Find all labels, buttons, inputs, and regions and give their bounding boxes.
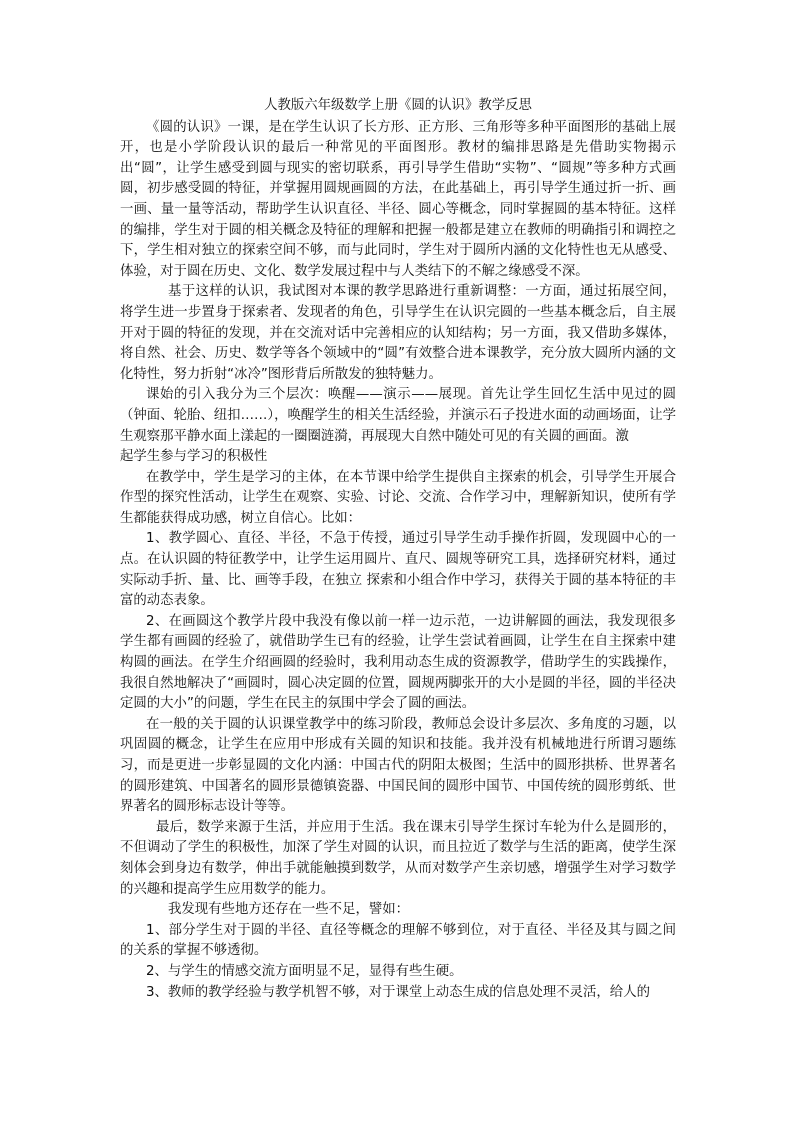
document-page bbox=[120, 96, 676, 1003]
paragraph-intro: 《圆的认识》一课，是在学生认识了长方形、正方形、三角形等多种平面图形的基础上展开，也是小学阶段认识的最后一种常见的平面图形。教材的编排思路是先借助实物揭示出“圆”，让学生感受到圆与现实的密切联系，再引导学生借助“实物”、“圆规”等多种方式画圆，初步感受圆的特征，并掌握用圆规画圆的方法，在此基础上，再引导学生通过折一折、画一画、量一量等活动，帮助学生认识直径、半径、圆心等概念，同时掌握圆的基本特征。这样的编排，学生对于圆的相关概念及特征的理解和把握一般都是建立在教师的明确指引和调控之下，学生相对独立的探索空间不够，而与此同时，学生对于圆所内涵的文化特性也无从感受、体验，对于圆在历史、文化、数学发展过程中与人类结下的不解之缘感受不深。 bbox=[120, 119, 676, 279]
paragraph-shortcoming-2: 2、与学生的情感交流方面明显不足，显得有些生硬。 bbox=[146, 963, 463, 979]
paragraph-lesson-intro-cont: 起学生参与学习的积极性 bbox=[120, 449, 268, 465]
document-title: 人教版六年级数学上册《圆的认识》教学反思 bbox=[264, 98, 532, 113]
paragraph-shortcoming-3: 3、教师的教学经验与教学机智不够，对于课堂上动态生成的信息处理不灵活，给人的 bbox=[146, 984, 650, 1000]
paragraph-practice: 在一般的关于圆的认识课堂教学中的练习阶段，教师总会设计多层次、多角度的习题，以巩固圆的概念，让学生在应用中形成有关圆的知识和技能。我并没有机械地进行所谓习题练习，而是更进一步彰显圆的文化内涵：中国古代的阴阳太极图；生活中的圆形拱桥、世界著名的圆形建筑、中国著名的圆形景德镇瓷器、中国民间的圆形中国节、中国传统的圆形剪纸、世界著名的圆形标志设计等等。 bbox=[120, 716, 676, 815]
paragraph-lesson-intro: 课始的引入我分为三个层次：唤醒——演示——展现。首先让学生回忆生活中见过的圆（钟面、轮胎、纽扣……），唤醒学生的相关生活经验，并演示石子投进水面的动画场面，让学生观察那平静水面上漾起的一圈圈涟漪，再展现大自然中随处可见的有关圆的画面。激 bbox=[120, 387, 676, 444]
paragraph-conclusion: 最后，数学来源于生活，并应用于生活。我在课末引导学生探讨车轮为什么是圆形的，不但调动了学生的积极性，加深了学生对圆的认识，而且拉近了数学与生活的距离，使学生深刻体会到身边有数学，伸出手就能触摸到数学，从而对数学产生亲切感，增强学生对学习数学的兴趣和提高学生应用数学的能力。 bbox=[120, 819, 676, 897]
paragraph-point-2: 2、在画圆这个教学片段中我没有像以前一样一边示范，一边讲解圆的画法，我发现很多学生都有画圆的经验了，就借助学生已有的经验，让学生尝试着画圆，让学生在自主探索中建构圆的画法。在学生介绍画圆的经验时，我利用动态生成的资源教学，借助学生的实践操作，我很自然地解决了“画圆时，圆心决定圆的位置，圆规两脚张开的大小是圆的半径，圆的半径决定圆的大小”的问题，学生在民主的氛围中学会了圆的画法。 bbox=[120, 613, 676, 712]
paragraph-shortcoming-1: 1、部分学生对于圆的半径、直径等概念的理解不够到位，对于直径、半径及其与圆之间的关系的掌握不够透彻。 bbox=[120, 922, 676, 959]
paragraph-student-centered: 在教学中，学生是学习的主体，在本节课中给学生提供自主探索的机会，引导学生开展合作型的探究性活动，让学生在观察、实验、讨论、交流、合作学习中，理解新知识，使所有学生都能获得成功感，树立自信心。比如： bbox=[120, 469, 676, 526]
paragraph-redesign: 基于这样的认识，我试图对本课的教学思路进行重新调整：一方面，通过拓展空间，将学生进一步置身于探索者、发现者的角色，引导学生在认识完圆的一些基本概念后，自主展开对于圆的特征的发现，并在交流对话中完善相应的认知结构；另一方面，我又借助多媒体，将自然、社会、历史、数学等各个领域中的“圆”有效整合进本课教学，充分放大圆所内涵的文化特性，努力折射“冰冷”图形背后所散发的独特魅力。 bbox=[120, 284, 676, 382]
paragraph-point-1: 1、教学圆心、直径、半径，不急于传授，通过引导学生动手操作折圆，发现圆中心的一点。在认识圆的特征教学中，让学生运用圆片、直尺、圆规等研究工具，选择研究材料，通过实际动手折、量、比、画等手段，在独立 探索和小组合作中学习，获得关于圆的基本特征的丰富的动态表象。 bbox=[120, 531, 676, 609]
paragraph-shortcomings: 我发现有些地方还存在一些不足，譬如： bbox=[168, 902, 410, 918]
